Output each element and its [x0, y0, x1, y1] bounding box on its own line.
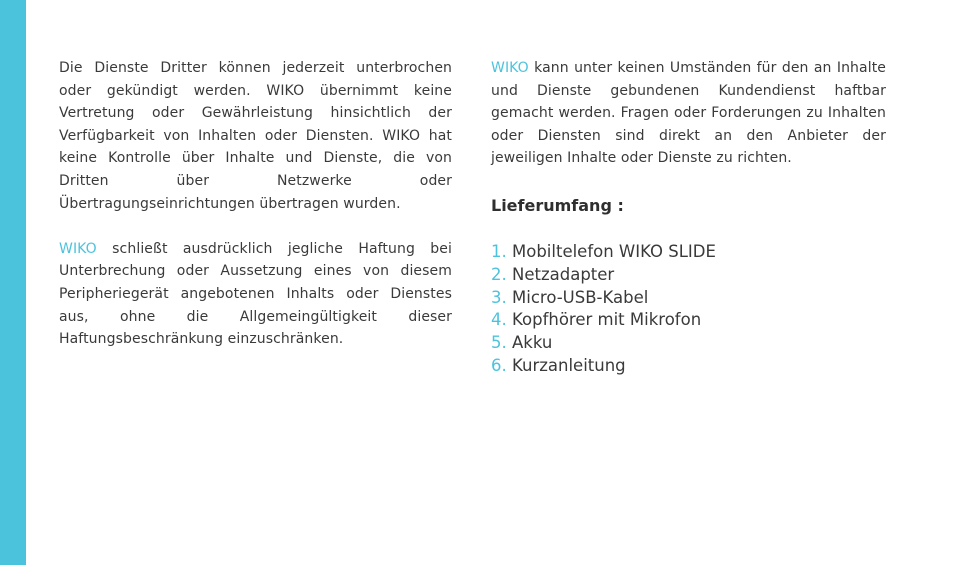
left-column [59, 57, 452, 351]
item-label: Mobiltelefon WIKO SLIDE [512, 241, 716, 261]
paragraph-text: kann unter keinen Umständen für den an Inhalte und Dienste gebundenen Kundendienst haftbar gemacht werden. Fragen oder Forderungen zu Inhalten oder Diensten sind direkt an den Anbieter der jeweiligen Inhalte oder Dienste zu richten. [491, 60, 886, 167]
paragraph-liability-exclusion [59, 238, 452, 351]
item-label: Netzadapter [512, 264, 615, 284]
list-item [491, 264, 886, 287]
item-number: 4. [491, 310, 507, 330]
side-accent-bar [0, 0, 26, 565]
item-label: Kurzanleitung [512, 355, 626, 375]
brand-name: WIKO [491, 60, 529, 76]
paragraph-text: schließt ausdrücklich jegliche Haftung bei Unterbrechung oder Aussetzung eines von diesem Peripheriegerät angebotenen Inhalts oder Dienstes aus, ohne die Allgemeingültigkeit dieser Haftungsbeschränkung einzuschränken. [59, 240, 452, 348]
package-contents-list [491, 241, 886, 378]
item-number: 5. [491, 333, 507, 353]
item-label: Micro-USB-Kabel [512, 287, 649, 307]
item-label: Akku [512, 333, 553, 353]
item-number: 1. [491, 241, 507, 261]
list-item [491, 332, 886, 355]
item-number: 6. [491, 355, 507, 375]
right-column [491, 57, 886, 378]
list-item [491, 241, 886, 264]
list-item [491, 287, 886, 310]
list-item [491, 355, 886, 378]
item-number: 3. [491, 287, 507, 307]
item-number: 2. [491, 264, 507, 284]
paragraph-customer-service [491, 57, 886, 170]
list-item [491, 309, 886, 332]
paragraph-third-party-services: Die Dienste Dritter können jederzeit unterbrochen oder gekündigt werden. WIKO übernimmt keine Vertretung oder Gewährleistung hinsichtlich der Verfügbarkeit von Inhalten oder Diensten. WIKO hat keine Kontrolle über Inhalte und Dienste, die von Dritten über Netzwerke oder Übertragungseinrichtungen übertragen wurden. [59, 60, 452, 212]
item-label: Kopfhörer mit Mikrofon [512, 310, 702, 330]
section-heading-package-contents: Lieferumfang : [491, 195, 624, 215]
brand-name: WIKO [59, 240, 97, 257]
